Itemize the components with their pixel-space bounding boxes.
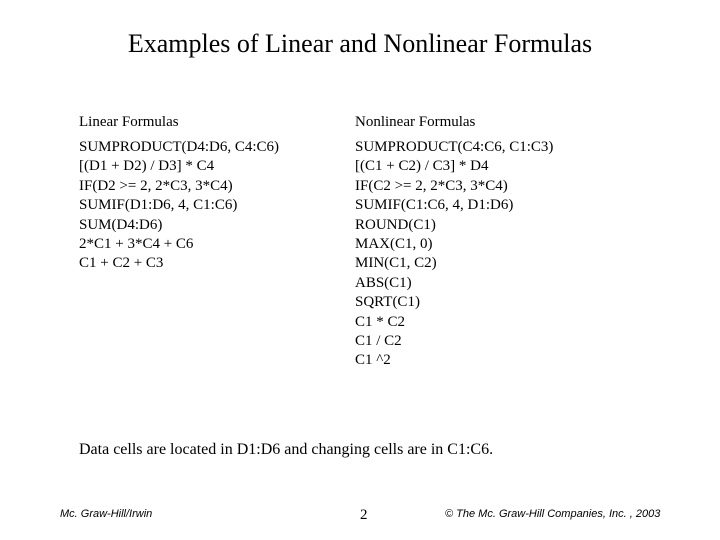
- nonlinear-formula-item: MAX(C1, 0): [355, 235, 433, 252]
- nonlinear-formula-item: SQRT(C1): [355, 294, 420, 311]
- linear-formulas-column: [79, 112, 280, 272]
- linear-formula-item: SUM(D4:D6): [79, 216, 163, 233]
- nonlinear-formula-item: [(C1 + C2) / C3] * D4: [355, 158, 489, 175]
- linear-formulas-heading: Linear Formulas: [79, 114, 179, 130]
- nonlinear-formula-item: C1 * C2: [355, 313, 406, 330]
- nonlinear-formula-item: IF(C2 >= 2, 2*C3, 3*C4): [355, 177, 508, 194]
- linear-formula-item: SUMIF(D1:D6, 4, C1:C6): [79, 197, 238, 214]
- slide-title: Examples of Linear and Nonlinear Formulas: [127, 29, 593, 58]
- linear-formula-item: SUMPRODUCT(D4:D6, C4:C6): [79, 139, 280, 155]
- nonlinear-formula-item: C1 ^2: [355, 352, 391, 369]
- nonlinear-formula-item: SUMPRODUCT(C4:C6, C1:C3): [355, 139, 554, 155]
- data-cells-note: Data cells are located in D1:D6 and changing cells are in C1:C6.: [79, 441, 494, 458]
- footer-publisher: Mc. Graw-Hill/Irwin: [60, 508, 153, 520]
- nonlinear-formulas-heading: Nonlinear Formulas: [355, 114, 476, 130]
- nonlinear-formula-item: SUMIF(C1:C6, 4, D1:D6): [355, 197, 514, 214]
- linear-formula-item: IF(D2 >= 2, 2*C3, 3*C4): [79, 177, 233, 194]
- nonlinear-formula-item: C1 / C2: [355, 332, 402, 349]
- linear-formula-item: [(D1 + D2) / D3] * C4: [79, 158, 215, 175]
- nonlinear-formula-item: ABS(C1): [355, 274, 412, 291]
- linear-formulas-list: [79, 138, 279, 274]
- nonlinear-formula-item: ROUND(C1): [355, 216, 436, 233]
- nonlinear-formulas-list: [355, 138, 553, 371]
- linear-formula-item: 2*C1 + 3*C4 + C6: [79, 235, 194, 252]
- footer-copyright: © The Mc. Graw-Hill Companies, Inc. , 2003: [445, 508, 661, 520]
- page-number: 2: [360, 507, 368, 523]
- linear-formula-item: C1 + C2 + C3: [79, 255, 164, 272]
- nonlinear-formula-item: MIN(C1, C2): [355, 255, 437, 272]
- nonlinear-formulas-column: [355, 112, 554, 369]
